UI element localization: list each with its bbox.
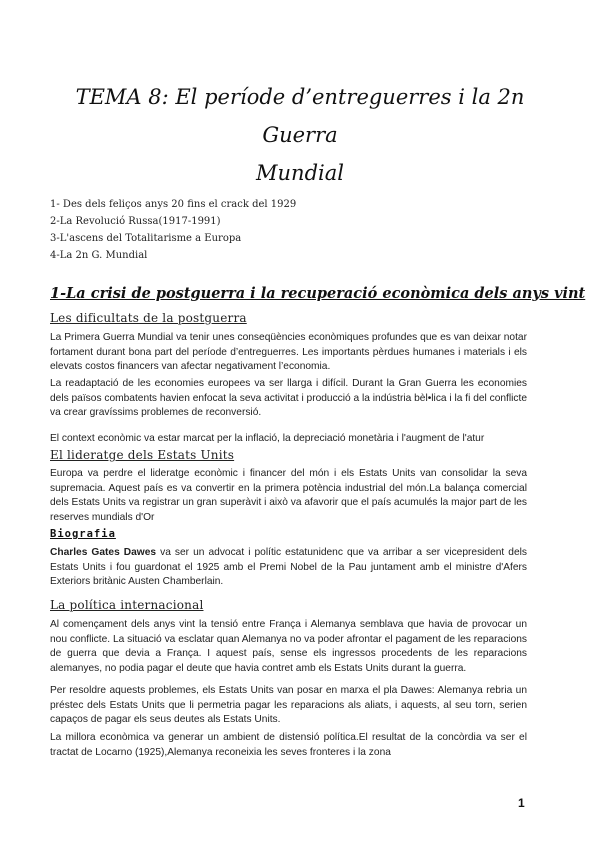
- toc-item: 3-L'ascens del Totalitarisme a Europa: [50, 233, 242, 244]
- paragraph: La readaptació de les economies europees va ser llarga i difícil. Durant la Gran Guerra les economies dels països combatents havien enfocat la seva activitat i producció a la indústria bèl•lica i la fi del conflicte va crear gravíssims problemes de reconversió.: [50, 378, 527, 418]
- title-line-2: Mundial: [256, 161, 344, 185]
- toc-item: 2-La Revolució Russa(1917-1991): [50, 216, 221, 227]
- paragraph: El context econòmic va estar marcat per la inflació, la depreciació monetària i l'augment de l'atur: [50, 433, 485, 444]
- table-of-contents: [50, 196, 296, 264]
- toc-item: 4-La 2n G. Mundial: [50, 250, 148, 261]
- subheading-us-leadership: El lideratge dels Estats Units: [50, 448, 235, 462]
- page-title: [40, 78, 560, 192]
- biography-text: va ser un advocat i polític estatunidenc que va arribar a ser vicepresident dels Estats Units i fou guardonat el 1925 amb el Premi Nobel de la Pau juntament amb el ministre d'Afers Exteriors britànic Austen Chamberlain.: [50, 547, 527, 587]
- paragraph: La Primera Guerra Mundial va tenir unes conseqüències econòmiques profundes que es van deixar notar fortament durant bona part del període d’entreguerres. Les importants pèrdues humanes i materials i els elevats costos financers van afectar negativament l’economia.: [50, 332, 527, 372]
- paragraph: Per resoldre aquests problemes, els Estats Units van posar en marxa el pla Dawes: Alemanya rebria un préstec dels Estats Units que li permetria pagar les reparacions als aliats, i aquests, al seu torn, serien capaços de pagar els seus deutes als Estats Units.: [50, 685, 527, 725]
- toc-item: 1- Des dels feliços anys 20 fins el crack del 1929: [50, 199, 297, 210]
- subheading-international-politics: La política internacional: [50, 598, 204, 612]
- paragraph: La millora econòmica va generar un ambient de distensió política.El resultat de la concòrdia va ser el tractat de Locarno (1925),Alemanya reconeixia les seves fronteres i la zona: [50, 732, 527, 758]
- title-line-1: TEMA 8: El període d’entreguerres i la 2n Guerra: [75, 85, 525, 147]
- paragraph: Al començament dels anys vint la tensió entre França i Alemanya semblava que havia de provocar un nou conflicte. La situació va esclatar quan Alemanya no va poder afrontar el pagament de les reparacions de guerra que devia a França. I aquest país, sense els ingressos procedents de les reparacions alemanyes, no podia pagar el deute que havia contret amb els Estats Units durant la guerra.: [50, 619, 527, 674]
- subheading-postwar-difficulties: Les dificultats de la postguerra: [50, 311, 247, 325]
- paragraph: Europa va perdre el lideratge econòmic i financer del món i els Estats Units van consolidar la seva supremacia. Aquest país es va convertir en la primera potència industrial del món.La balança comercial dels Estats Units va registrar un gran superàvit i això va afavorir que el país acumulés la major part de les reserves mundials d'Or: [50, 468, 527, 523]
- biography-name: Charles Gates Dawes: [50, 547, 157, 558]
- page-number: 1: [518, 796, 525, 810]
- biography-paragraph: [50, 546, 527, 590]
- section-1-heading: 1-La crisi de postguerra i la recuperació econòmica dels anys vint: [50, 285, 586, 302]
- biography-heading: Biografia: [50, 528, 116, 540]
